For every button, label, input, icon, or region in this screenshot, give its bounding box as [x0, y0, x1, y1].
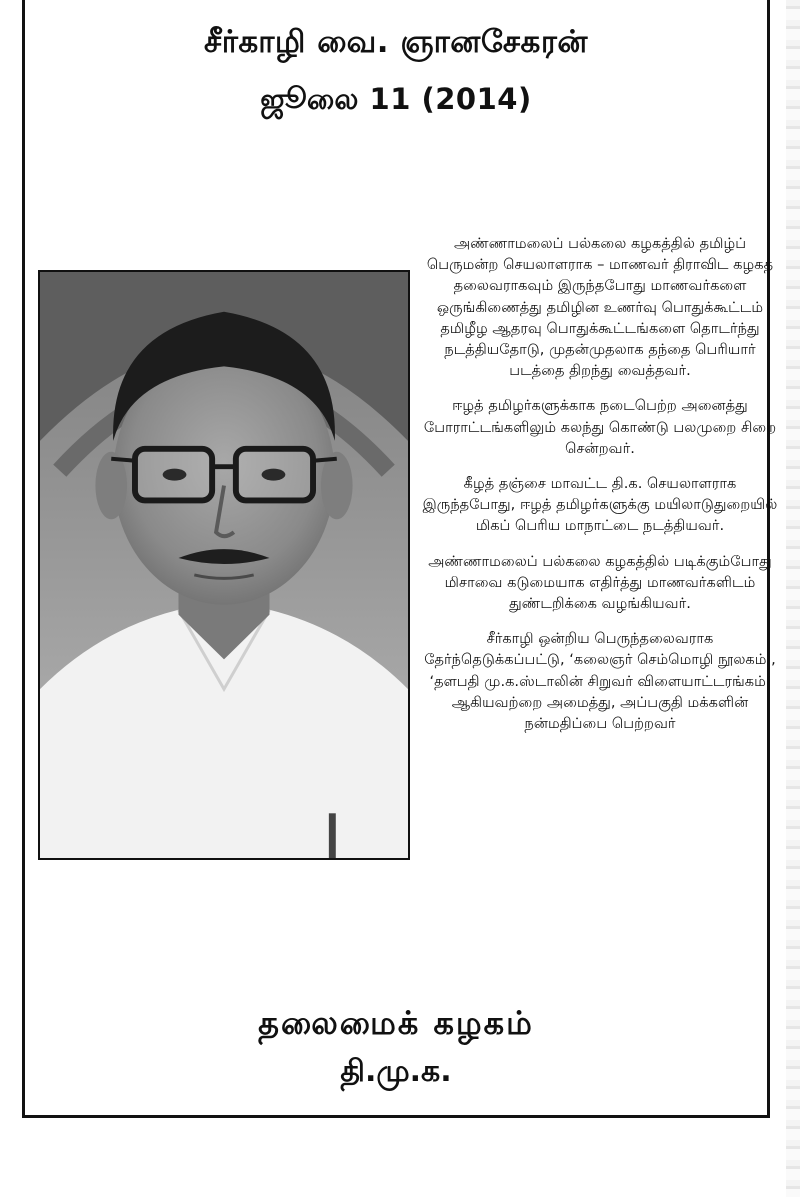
tribute-paragraph: அண்ணாமலைப் பல்கலை கழகத்தில் படிக்கும்போது மிசாவை கடுமையாக எதிர்த்து மாணவர்களிடம் துண்டறிக்கை வழங்கியவர். [428, 552, 772, 613]
person-name: சீர்காழி வை. ஞானசேகரன் [204, 24, 588, 60]
portrait-photo [38, 270, 410, 860]
portrait-image [40, 272, 408, 858]
tribute-paragraph: அண்ணாமலைப் பல்கலை கழகத்தில் தமிழ்ப் பெருமன்ற செயலாளராக – மாணவர் திராவிட கழகத் தலைவராகவும் இருந்தபோது மாணவர்களை ஒருங்கிணைத்து தமிழின உணர்வு பொதுக்கூட்டம் தமிழீழ ஆதரவு பொதுக்கூட்டங்களை தொடர்ந்து நடத்தியதோடு, முதன்முதலாக தந்தை பெரியார் படத்தை திறந்து வைத்தவர். [426, 235, 774, 380]
party-name: தி.மு.க. [340, 1054, 452, 1089]
tribute-paragraph: சீர்காழி ஒன்றிய பெருந்தலைவராக தேர்ந்தெடுக்கப்பட்டு, ‘கலைஞர் செம்மொழி நூலகம்’, ‘தளபதி மு.க.ஸ்டாலின் சிறுவர் விளையாட்டரங்கம்’ ஆகியவற்றை அமைத்து, அப்பகுதி மக்களின் நன்மதிப்பை பெற்றவர் [424, 630, 776, 733]
tribute-paragraph: ஈழத் தமிழர்களுக்காக நடைபெற்ற அனைத்து போராட்டங்களிலும் கலந்து கொண்டு பலமுறை சிறை சென்றவர். [423, 397, 777, 457]
organization-name: தலைமைக் கழகம் [258, 1004, 534, 1042]
tribute-text [420, 233, 780, 748]
page-edge [786, 0, 800, 1197]
tribute-paragraph: கீழத் தஞ்சை மாவட்ட தி.க. செயலாளராக இருந்தபோது, ஈழத் தமிழர்களுக்கு மயிலாடுதுறையில் மிகப் பெரிய மாநாட்டை நடத்தியவர். [422, 475, 778, 535]
date-heading: ஜூலை 11 (2014) [260, 82, 532, 116]
